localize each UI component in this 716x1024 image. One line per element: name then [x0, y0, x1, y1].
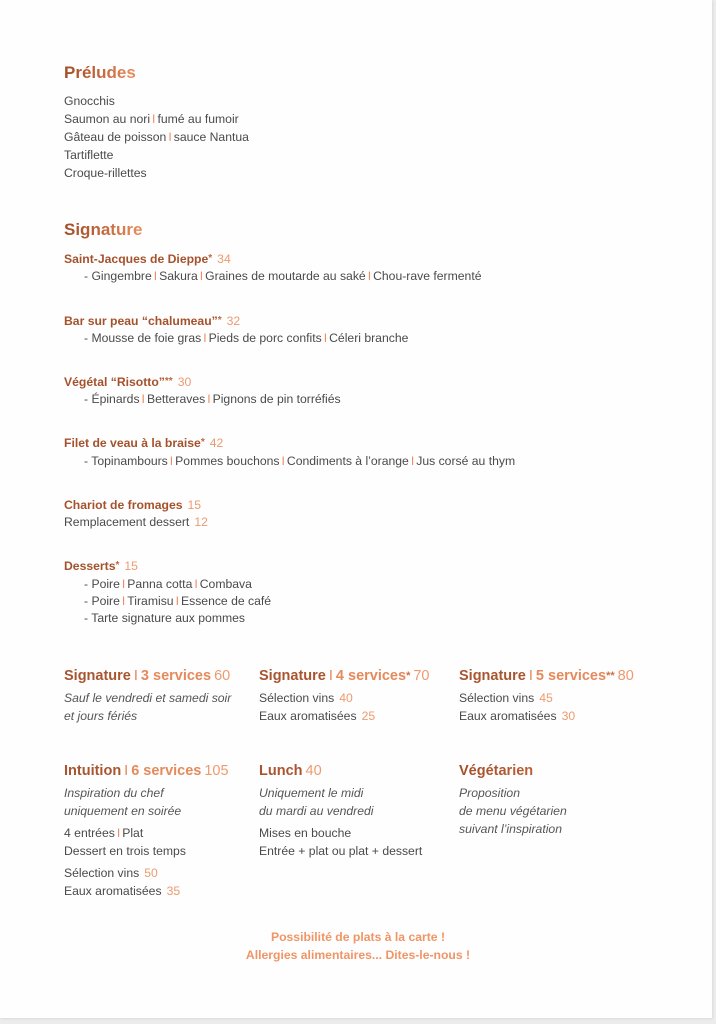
menu-signature-3 [64, 667, 264, 725]
menu-note: uniquement en soirée [64, 804, 182, 818]
menu-name: Signature [459, 668, 526, 684]
menu-name: Intuition [64, 763, 122, 779]
water-pairing [259, 707, 459, 725]
menu-signature-5 [459, 667, 659, 725]
prelude-name: Croque-rillettes [64, 166, 147, 180]
wine-label: Sélection vins [64, 866, 140, 880]
separator: I [169, 454, 174, 468]
cheese-price: 15 [187, 498, 202, 512]
prelude-detail: sauce Nantua [173, 130, 249, 144]
separator: I [328, 668, 333, 684]
menu-note: Sauf le vendredi et samedi soir [64, 691, 232, 705]
footer-a-la-carte: Possibilité de plats à la carte ! [270, 930, 446, 944]
separator: I [124, 763, 129, 779]
menu-intuition [64, 762, 264, 900]
menu-services: 3 services [140, 668, 212, 684]
replacement-label: Remplacement dessert [64, 515, 190, 529]
separator: I [168, 130, 172, 144]
separator: I [528, 668, 533, 684]
separator: I [203, 331, 207, 345]
menu-title [64, 762, 264, 780]
desserts-name: Desserts [64, 559, 116, 573]
dish-name: Saint-Jacques de Dieppe [64, 252, 209, 266]
dish-price: 42 [209, 436, 224, 450]
menu-price: 80 [617, 668, 634, 684]
detail: - Épinards [84, 392, 140, 406]
menu-note: Inspiration du chef [64, 786, 164, 800]
desserts-price: 15 [124, 559, 138, 573]
dish-price: 32 [226, 314, 241, 328]
wine-pairing [259, 689, 459, 707]
water-label: Eaux aromatisées [459, 709, 557, 723]
menu-vegetarian [459, 762, 659, 838]
detail: Jus corsé au thym [416, 454, 516, 468]
detail: Tiramisu [127, 594, 174, 608]
dish-details [84, 452, 515, 470]
menu-services: 6 services [131, 763, 202, 779]
separator: I [121, 577, 126, 591]
star-marker: * [217, 315, 222, 326]
dessert-line [84, 592, 271, 610]
desserts-header [64, 557, 138, 575]
detail: Panna cotta [127, 577, 193, 591]
menu-name: Végétarien [459, 762, 659, 780]
signature-title: Signature [64, 220, 143, 239]
menu-note: de menu végétarien [459, 804, 567, 818]
wine-pairing [64, 864, 264, 882]
menu-lunch [259, 762, 459, 860]
detail: Pommes bouchons [175, 454, 280, 468]
menu-note: Proposition [459, 786, 520, 800]
detail: Pieds de porc confits [208, 331, 322, 345]
course: Entrée + plat ou plat + dessert [259, 844, 423, 858]
menu-note: et jours fériés [64, 709, 138, 723]
wine-pairing [459, 689, 659, 707]
star-marker: * [208, 253, 213, 264]
menu-title [64, 667, 264, 685]
separator: I [323, 331, 328, 345]
dish-header [64, 312, 240, 330]
separator: I [141, 392, 145, 406]
course: Dessert en trois temps [64, 844, 186, 858]
prelude-name: Tartiflette [64, 148, 114, 162]
detail: - Gingembre [84, 269, 152, 283]
water-price: 35 [166, 884, 181, 898]
detail: - Poire [84, 577, 120, 591]
star-marker: ** [164, 376, 173, 387]
separator: I [121, 594, 126, 608]
separator: I [367, 269, 372, 283]
menu-courses [64, 824, 264, 842]
water-pairing [64, 882, 264, 900]
menu-title [259, 762, 459, 780]
prelude-item [64, 146, 113, 164]
separator: I [175, 594, 179, 608]
wine-label: Sélection vins [459, 691, 535, 705]
menu-name: Signature [64, 668, 131, 684]
dish-name: Bar sur peau “chalumeau” [64, 314, 218, 328]
detail: Combava [199, 577, 252, 591]
separator: I [153, 269, 158, 283]
detail: - Mousse de foie gras [84, 331, 202, 345]
menu-note: du mardi au vendredi [259, 804, 374, 818]
dessert-line [84, 575, 252, 593]
detail: Betteraves [146, 392, 206, 406]
wine-price: 40 [339, 691, 353, 705]
separator: I [116, 826, 121, 840]
menu-price: 105 [204, 763, 229, 779]
prelude-item [64, 164, 147, 182]
menu-title [259, 667, 459, 685]
detail: Condiments à l’orange [286, 454, 409, 468]
dish-details [84, 267, 481, 285]
course: 4 entrées [64, 826, 115, 840]
menu-name: Lunch [259, 763, 303, 779]
detail: Pignons de pin torréfiés [212, 392, 341, 406]
prelude-name: Saumon au nori [64, 112, 151, 126]
menu-services: 4 services [335, 668, 407, 684]
wine-price: 50 [144, 866, 158, 880]
detail: - Poire [84, 594, 120, 608]
cheese-name: Chariot de fromages [64, 498, 183, 512]
water-price: 30 [561, 709, 576, 723]
prelude-name: Gâteau de poisson [64, 130, 167, 144]
detail: Chou-rave fermenté [373, 269, 482, 283]
menu-price: 40 [305, 763, 322, 779]
wine-price: 45 [539, 691, 553, 705]
dish-details [84, 390, 341, 408]
detail: Céleri branche [329, 331, 409, 345]
menu-services: 5 services [535, 668, 607, 684]
course: Mises en bouche [259, 826, 352, 840]
star-marker: * [406, 670, 411, 682]
menu-name: Signature [259, 668, 326, 684]
dish-details [84, 329, 408, 347]
separator: I [410, 454, 415, 468]
prelude-name: Gnocchis [64, 94, 115, 108]
dish-header [64, 373, 191, 391]
separator: I [281, 454, 285, 468]
menu-note: Uniquement le midi [259, 786, 364, 800]
dish-header [64, 434, 223, 452]
prelude-item [64, 128, 249, 146]
course: Plat [122, 826, 144, 840]
preludes-title: Préludes [64, 63, 136, 82]
replacement-price: 12 [194, 515, 208, 529]
water-label: Eaux aromatisées [259, 709, 357, 723]
water-price: 25 [361, 709, 376, 723]
menu-price: 70 [413, 668, 430, 684]
dessert-line [84, 609, 245, 627]
cheese-replacement [64, 513, 208, 531]
star-marker: ** [606, 670, 615, 682]
footer-allergies: Allergies alimentaires... Dites-le-nous ! [245, 948, 471, 962]
water-pairing [459, 707, 659, 725]
separator: I [199, 269, 204, 283]
detail: Essence de café [180, 594, 272, 608]
cheese-header [64, 496, 201, 514]
separator: I [194, 577, 198, 591]
water-label: Eaux aromatisées [64, 884, 162, 898]
dish-price: 34 [217, 252, 231, 266]
dish-name: Filet de veau à la braise [64, 436, 201, 450]
star-marker: * [115, 560, 120, 571]
separator: I [133, 668, 138, 684]
detail: - Topinambours [84, 454, 168, 468]
menu-signature-4 [259, 667, 459, 725]
menu-price: 60 [214, 668, 231, 684]
dish-header [64, 250, 231, 268]
detail: Sakura [159, 269, 198, 283]
prelude-detail: fumé au fumoir [157, 112, 239, 126]
dish-price: 30 [177, 375, 192, 389]
prelude-item [64, 92, 115, 110]
prelude-item [64, 110, 239, 128]
dish-name: Végétal “Risotto” [64, 375, 165, 389]
wine-label: Sélection vins [259, 691, 335, 705]
menu-note: suivant l’inspiration [459, 822, 562, 836]
separator: I [152, 112, 156, 126]
detail: Graines de moutarde au saké [205, 269, 366, 283]
separator: I [207, 392, 211, 406]
detail: - Tarte signature aux pommes [84, 611, 245, 625]
menu-title [459, 667, 659, 685]
star-marker: * [200, 437, 205, 448]
